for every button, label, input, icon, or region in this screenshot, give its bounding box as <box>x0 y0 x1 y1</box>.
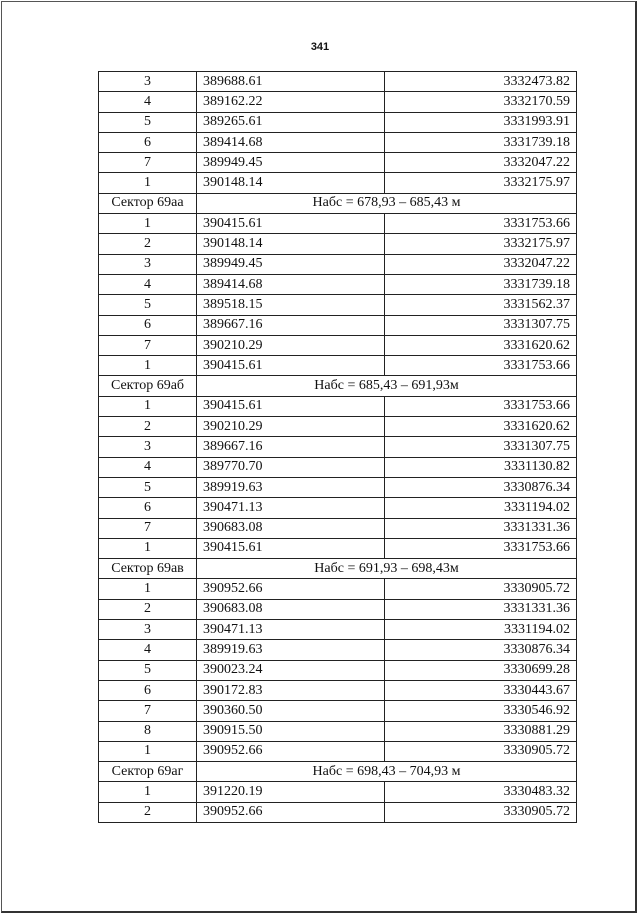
coordinate-y: 3330905.72 <box>385 579 577 599</box>
coordinates-table-body <box>99 72 577 823</box>
coordinate-x: 389770.70 <box>197 457 385 477</box>
coordinate-y: 3331194.02 <box>385 498 577 518</box>
coordinate-x: 390148.14 <box>197 234 385 254</box>
coordinate-x: 390471.13 <box>197 498 385 518</box>
point-number: 4 <box>99 457 197 477</box>
coordinate-y: 3331753.66 <box>385 396 577 416</box>
table-row <box>99 680 577 700</box>
table-row <box>99 356 577 376</box>
table-row <box>99 782 577 802</box>
coordinate-y: 3331739.18 <box>385 274 577 294</box>
point-number: 4 <box>99 640 197 660</box>
coordinate-x: 391220.19 <box>197 782 385 802</box>
point-number: 8 <box>99 721 197 741</box>
coordinate-y: 3330905.72 <box>385 802 577 822</box>
point-number: 7 <box>99 335 197 355</box>
coordinate-y: 3330699.28 <box>385 660 577 680</box>
point-number: 2 <box>99 234 197 254</box>
table-row <box>99 173 577 193</box>
coordinate-y: 3331620.62 <box>385 417 577 437</box>
point-number: 1 <box>99 173 197 193</box>
point-number: 1 <box>99 741 197 761</box>
table-row <box>99 274 577 294</box>
coordinate-y: 3332047.22 <box>385 153 577 173</box>
point-number: 1 <box>99 214 197 234</box>
point-number: 1 <box>99 579 197 599</box>
coordinate-y: 3330876.34 <box>385 640 577 660</box>
table-row <box>99 153 577 173</box>
point-number: 3 <box>99 620 197 640</box>
point-number: 5 <box>99 660 197 680</box>
sector-header-row <box>99 762 577 782</box>
coordinate-y: 3331753.66 <box>385 356 577 376</box>
coordinate-x: 390172.83 <box>197 680 385 700</box>
page-number: 341 <box>310 41 330 53</box>
coordinate-x: 389667.16 <box>197 437 385 457</box>
table-row <box>99 214 577 234</box>
coordinate-x: 389688.61 <box>197 72 385 92</box>
table-row <box>99 396 577 416</box>
coordinate-x: 390360.50 <box>197 701 385 721</box>
coordinate-x: 390148.14 <box>197 173 385 193</box>
point-number: 6 <box>99 680 197 700</box>
table-row <box>99 498 577 518</box>
coordinate-x: 390023.24 <box>197 660 385 680</box>
point-number: 1 <box>99 396 197 416</box>
table-row <box>99 437 577 457</box>
coordinate-x: 390683.08 <box>197 599 385 619</box>
table-row <box>99 457 577 477</box>
coordinate-y: 3332175.97 <box>385 173 577 193</box>
coordinate-x: 389265.61 <box>197 112 385 132</box>
coordinate-x: 389667.16 <box>197 315 385 335</box>
sector-altitude-range: Набс = 698,43 – 704,93 м <box>197 762 577 782</box>
table-row <box>99 234 577 254</box>
coordinate-y: 3330905.72 <box>385 741 577 761</box>
coordinate-x: 389162.22 <box>197 92 385 112</box>
coordinate-y: 3331993.91 <box>385 112 577 132</box>
coordinate-x: 390210.29 <box>197 335 385 355</box>
coordinate-y: 3331307.75 <box>385 437 577 457</box>
coordinate-y: 3330546.92 <box>385 701 577 721</box>
sector-header-row <box>99 376 577 396</box>
table-row <box>99 538 577 558</box>
point-number: 1 <box>99 782 197 802</box>
coordinate-y: 3331620.62 <box>385 335 577 355</box>
point-number: 7 <box>99 701 197 721</box>
table-row <box>99 72 577 92</box>
point-number: 3 <box>99 437 197 457</box>
point-number: 2 <box>99 417 197 437</box>
coordinate-x: 390415.61 <box>197 396 385 416</box>
table-row <box>99 579 577 599</box>
point-number: 4 <box>99 274 197 294</box>
coordinate-y: 3330483.32 <box>385 782 577 802</box>
coordinate-y: 3331753.66 <box>385 214 577 234</box>
sector-name: Сектор 69аг <box>99 762 197 782</box>
point-number: 5 <box>99 477 197 497</box>
sector-header-row <box>99 559 577 579</box>
coordinate-x: 389949.45 <box>197 254 385 274</box>
coordinate-x: 389414.68 <box>197 274 385 294</box>
coordinate-x: 390210.29 <box>197 417 385 437</box>
coordinate-y: 3330881.29 <box>385 721 577 741</box>
table-row <box>99 315 577 335</box>
table-row <box>99 741 577 761</box>
point-number: 3 <box>99 254 197 274</box>
point-number: 1 <box>99 356 197 376</box>
coordinate-x: 390415.61 <box>197 356 385 376</box>
sector-name: Сектор 69аа <box>99 193 197 213</box>
table-row <box>99 132 577 152</box>
coordinate-y: 3331194.02 <box>385 620 577 640</box>
coordinate-x: 389949.45 <box>197 153 385 173</box>
point-number: 2 <box>99 599 197 619</box>
coordinate-x: 390471.13 <box>197 620 385 640</box>
coordinate-x: 390952.66 <box>197 579 385 599</box>
point-number: 1 <box>99 538 197 558</box>
sector-altitude-range: Набс = 691,93 – 698,43м <box>197 559 577 579</box>
point-number: 4 <box>99 92 197 112</box>
table-row <box>99 254 577 274</box>
coordinate-y: 3331562.37 <box>385 295 577 315</box>
point-number: 5 <box>99 112 197 132</box>
table-row <box>99 518 577 538</box>
table-row <box>99 417 577 437</box>
coordinate-x: 390915.50 <box>197 721 385 741</box>
coordinate-y: 3331130.82 <box>385 457 577 477</box>
sector-altitude-range: Набс = 685,43 – 691,93м <box>197 376 577 396</box>
point-number: 6 <box>99 498 197 518</box>
table-row <box>99 295 577 315</box>
table-row <box>99 802 577 822</box>
table-row <box>99 599 577 619</box>
coordinate-y: 3330443.67 <box>385 680 577 700</box>
coordinate-x: 389919.63 <box>197 477 385 497</box>
table-row <box>99 721 577 741</box>
coordinate-y: 3332175.97 <box>385 234 577 254</box>
point-number: 5 <box>99 295 197 315</box>
table-row <box>99 112 577 132</box>
coordinate-y: 3330876.34 <box>385 477 577 497</box>
coordinate-x: 389919.63 <box>197 640 385 660</box>
sector-name: Сектор 69аб <box>99 376 197 396</box>
point-number: 6 <box>99 315 197 335</box>
table-row <box>99 701 577 721</box>
sector-altitude-range: Набс = 678,93 – 685,43 м <box>197 193 577 213</box>
coordinate-y: 3331739.18 <box>385 132 577 152</box>
table-row <box>99 620 577 640</box>
coordinates-table <box>98 71 577 823</box>
point-number: 7 <box>99 153 197 173</box>
sector-name: Сектор 69ав <box>99 559 197 579</box>
coordinate-y: 3331307.75 <box>385 315 577 335</box>
coordinate-x: 390952.66 <box>197 802 385 822</box>
table-row <box>99 660 577 680</box>
coordinate-x: 389414.68 <box>197 132 385 152</box>
coordinate-x: 390415.61 <box>197 538 385 558</box>
point-number: 2 <box>99 802 197 822</box>
coordinate-y: 3332047.22 <box>385 254 577 274</box>
point-number: 7 <box>99 518 197 538</box>
coordinate-y: 3331331.36 <box>385 518 577 538</box>
coordinate-y: 3332170.59 <box>385 92 577 112</box>
coordinate-y: 3331331.36 <box>385 599 577 619</box>
table-row <box>99 92 577 112</box>
coordinate-x: 389518.15 <box>197 295 385 315</box>
sector-header-row <box>99 193 577 213</box>
point-number: 3 <box>99 72 197 92</box>
coordinate-y: 3332473.82 <box>385 72 577 92</box>
coordinate-x: 390415.61 <box>197 214 385 234</box>
table-row <box>99 640 577 660</box>
coordinate-x: 390952.66 <box>197 741 385 761</box>
table-row <box>99 335 577 355</box>
point-number: 6 <box>99 132 197 152</box>
coordinate-x: 390683.08 <box>197 518 385 538</box>
coordinate-y: 3331753.66 <box>385 538 577 558</box>
table-row <box>99 477 577 497</box>
